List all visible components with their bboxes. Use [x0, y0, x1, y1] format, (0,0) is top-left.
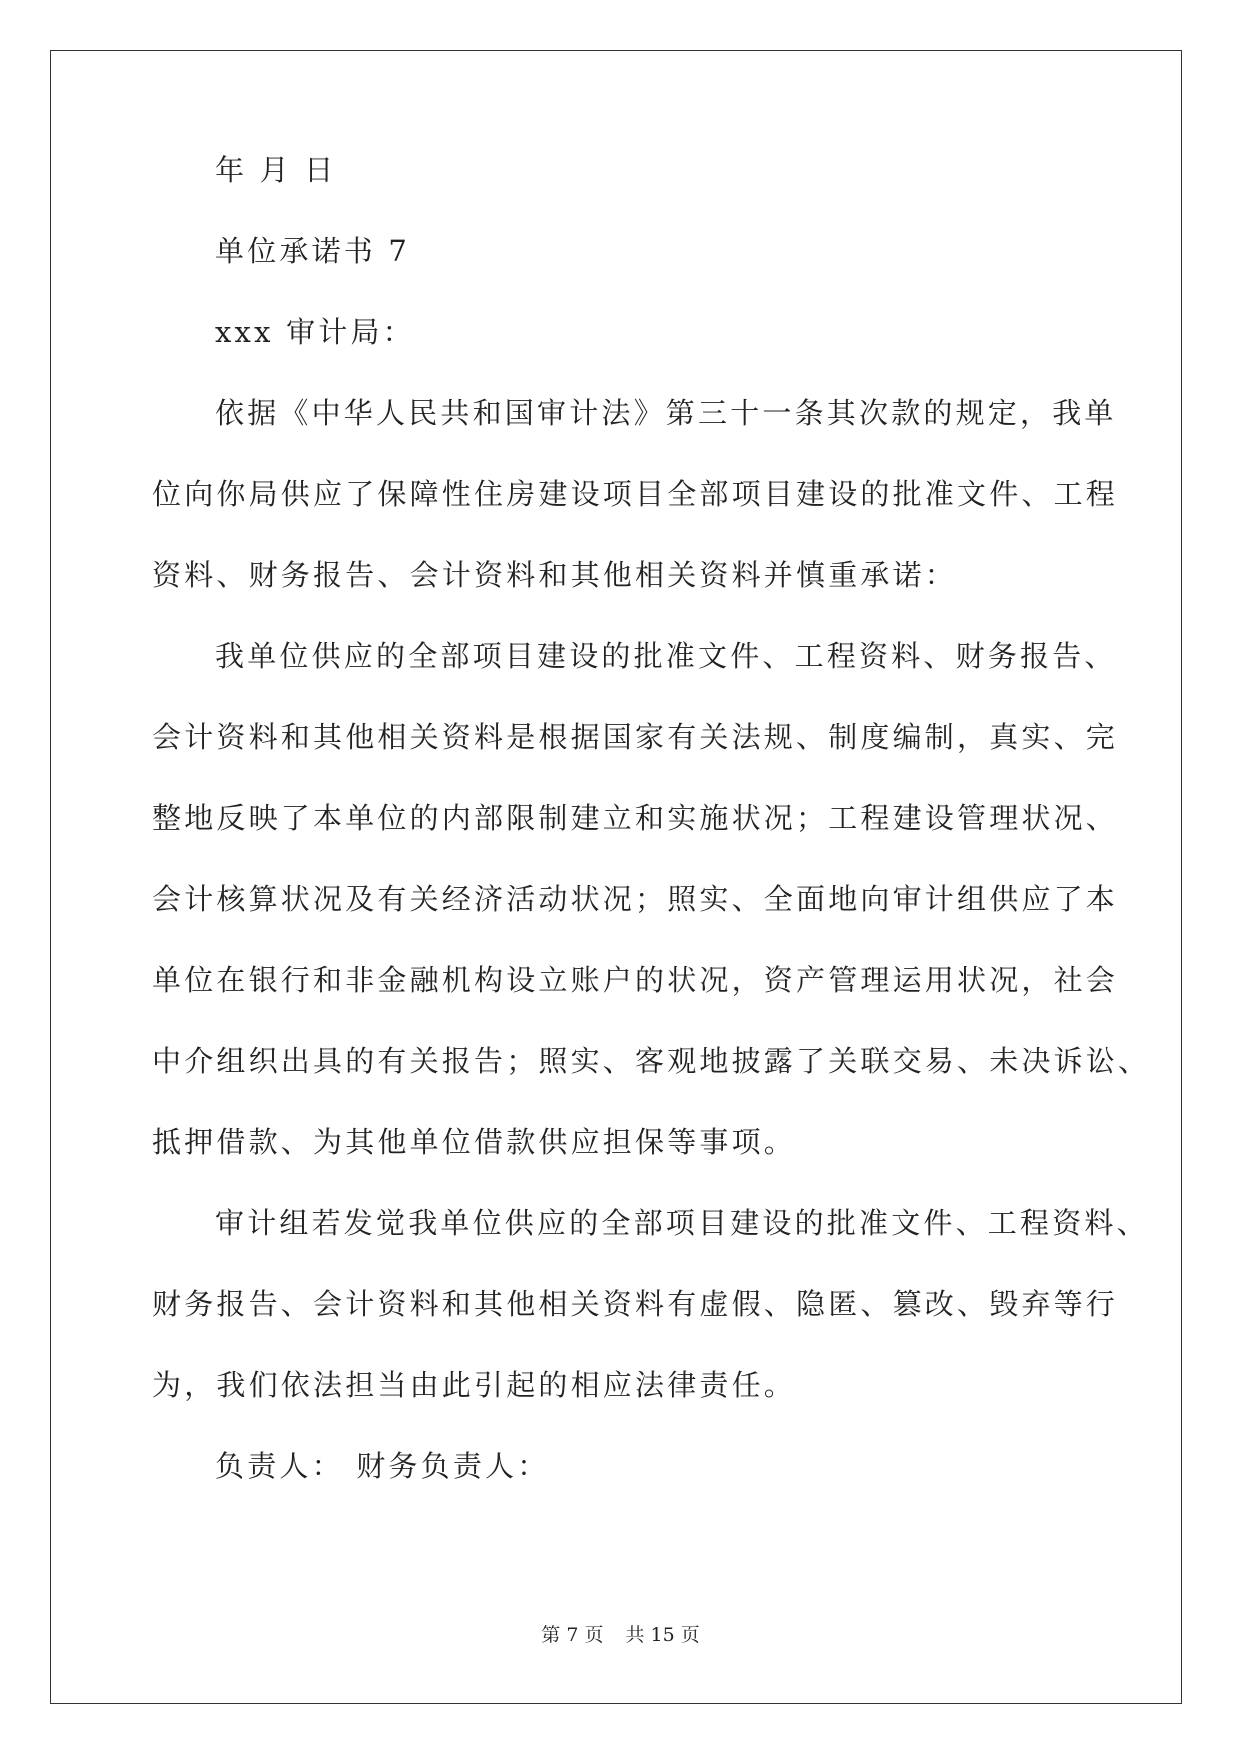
section-title: 单位承诺书 7 — [215, 234, 411, 268]
paragraph-line: 会计资料和其他相关资料是根据国家有关法规、制度编制，真实、完 — [152, 720, 1119, 754]
paragraph-line: 为，我们依法担当由此引起的相应法律责任。 — [152, 1368, 797, 1402]
paragraph-line: 审计组若发觉我单位供应的全部项目建设的批准文件、工程资料、 — [215, 1206, 1149, 1240]
page-number: 第 7 页 — [541, 1624, 604, 1646]
document-body — [152, 130, 1151, 1507]
paragraph-line: 抵押借款、为其他单位借款供应担保等事项。 — [152, 1125, 797, 1159]
signature-line: 负责人： 财务负责人： — [215, 1449, 550, 1483]
page-footer — [0, 1620, 1241, 1647]
page-total: 共 15 页 — [625, 1624, 700, 1646]
paragraph-line: 会计核算状况及有关经济活动状况；照实、全面地向审计组供应了本 — [152, 882, 1119, 916]
paragraph-line: 依据《中华人民共和国审计法》第三十一条其次款的规定，我单 — [215, 396, 1117, 430]
paragraph-line: 财务报告、会计资料和其他相关资料有虚假、隐匿、篡改、毁弃等行 — [152, 1287, 1119, 1321]
paragraph-line: 位向你局供应了保障性住房建设项目全部项目建设的批准文件、工程 — [152, 477, 1119, 511]
paragraph-line: 中介组织出具的有关报告；照实、客观地披露了关联交易、未决诉讼、 — [152, 1044, 1151, 1078]
paragraph-line: 我单位供应的全部项目建设的批准文件、工程资料、财务报告、 — [215, 639, 1117, 673]
paragraph-line: 整地反映了本单位的内部限制建立和实施状况；工程建设管理状况、 — [152, 801, 1119, 835]
addressee: xxx 审计局： — [215, 315, 415, 349]
paragraph-line: 资料、财务报告、会计资料和其他相关资料并慎重承诺： — [152, 558, 958, 592]
date-line: 年 月 日 — [215, 153, 337, 187]
paragraph-line: 单位在银行和非金融机构设立账户的状况，资产管理运用状况，社会 — [152, 963, 1119, 997]
